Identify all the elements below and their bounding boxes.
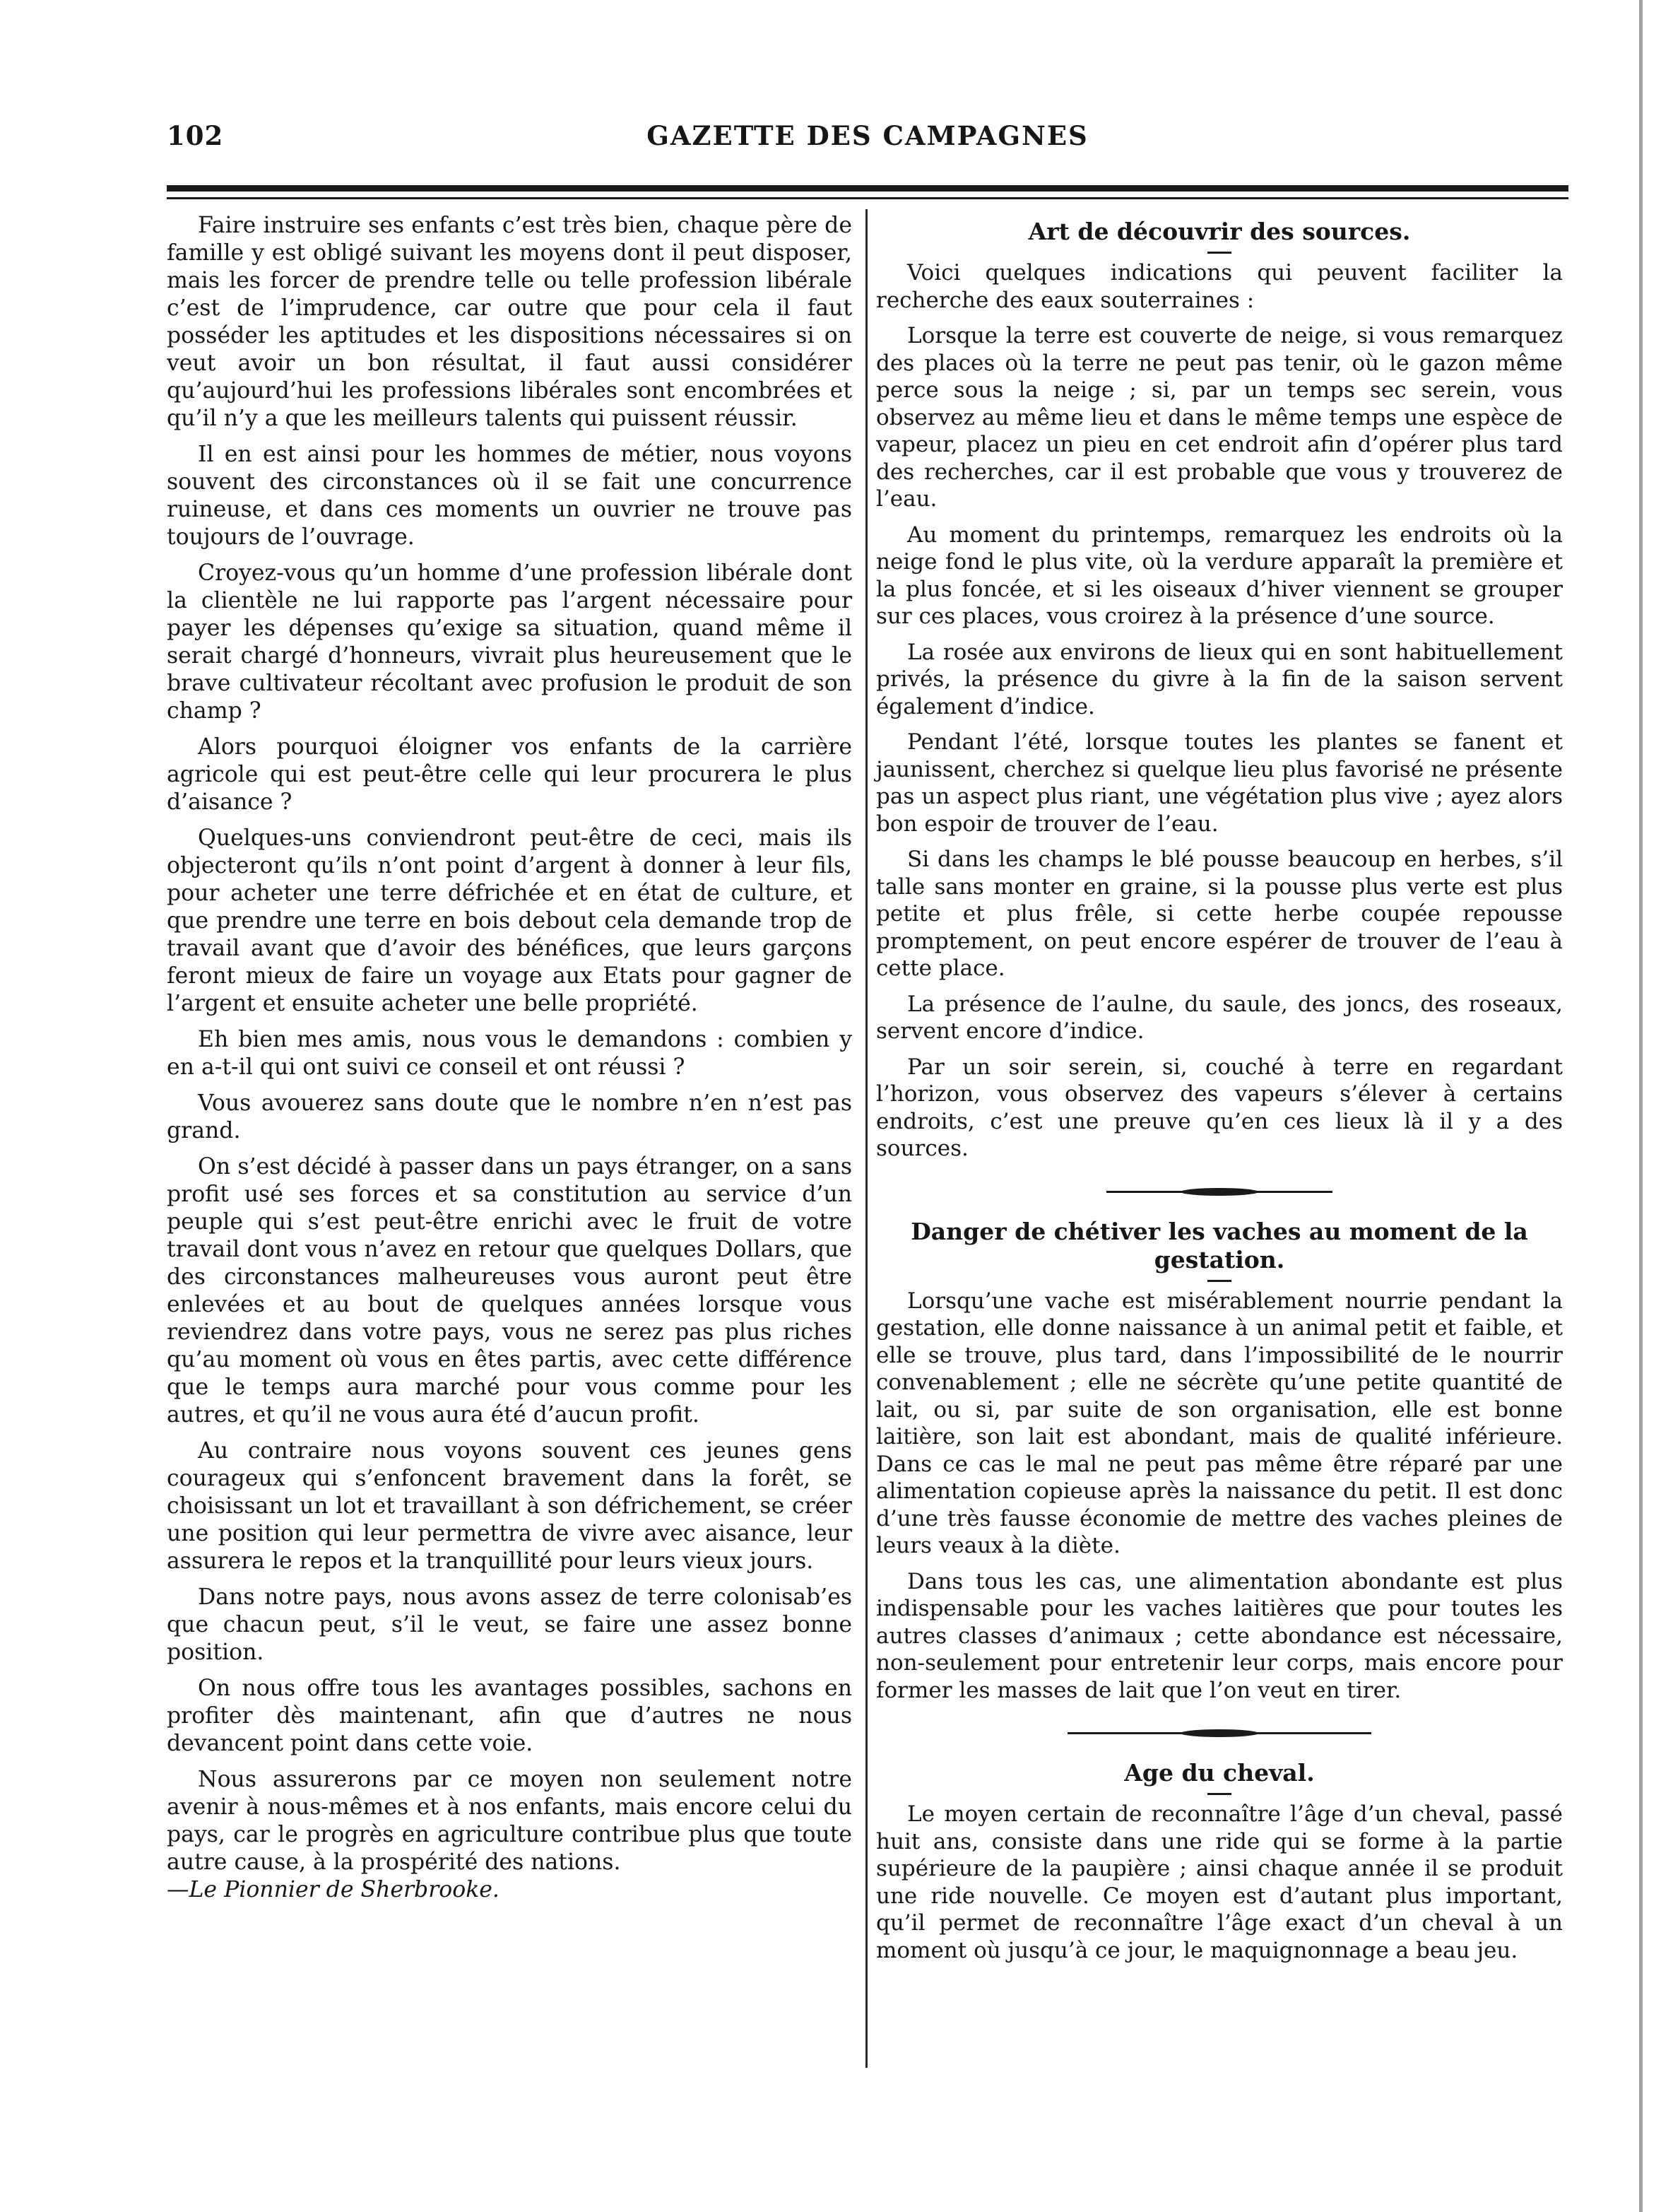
left-column: [167, 212, 852, 1904]
paragraph: Alors pourquoi éloigner vos enfants de la carrière agricole qui est peut-être celle qui leur procurera le plus d’aisance ?: [167, 734, 852, 815]
paragraph: Au contraire nous voyons souvent ces jeunes gens courageux qui s’enfoncent bravement dans la forêt, se choisissant un lot et travaillant à son défrichement, se créer une position qui leur permettra de vivre avec aisance, leur assurera le repos et la tranquillité pour leurs vieux jours.: [167, 1438, 852, 1574]
page-number: 102: [167, 120, 224, 151]
paragraph: Lorsqu’une vache est misérablement nourrie pendant la gestation, elle donne naissance à un animal petit et faible, et elle se trouve, plus tard, dans l’impossibilité de le nourrir convenablement ; elle ne sécrète qu’une petite quantité de lait, ou si, par suite de son organisation, elle est bonne laitière, son lait est abondant, mais de qualité inférieure. Dans ce cas le mal ne peut pas même être réparé par une alimentation copieuse après la naissance du petit. Il est donc d’une très fausse économie de mettre des vaches pleines de leurs veaux à la diète.: [876, 1288, 1563, 1558]
paragraph: Faire instruire ses enfants c’est très bien, chaque père de famille y est obligé suivant les moyens dont il peut disposer, mais les forcer de prendre telle ou telle profession libérale c’est de l’imprudence, car outre que pour cela il faut posséder les aptitudes et les dispositions nécessaires si on veut avoir un bon résultat, il faut aussi considérer qu’aujourd’hui les professions libérales sont encombrées et qu’il n’y a que les meilleurs talents qui puissent réussir.: [167, 213, 852, 431]
article-title: Danger de chétiver les vaches au moment de la gestation.: [911, 1217, 1528, 1273]
section-separator: [1106, 1187, 1332, 1196]
paragraph: Eh bien mes amis, nous vous le demandons : combien y en a-t-il qui ont suivi ce conseil et ont réussi ?: [167, 1027, 852, 1080]
paragraph: La rosée aux environs de lieux qui en sont habituellement privés, la présence du givre à la fin de la saison servent également d’indice.: [876, 639, 1563, 719]
paragraph: Si dans les champs le blé pousse beaucoup en herbes, s’il talle sans monter en graine, si la pousse plus verte est plus petite et plus frêle, si cette herbe coupée repousse promptement, on peut encore espérer de trouver de l’eau à cette place.: [876, 847, 1563, 981]
paragraph: Nous assurerons par ce moyen non seulement notre avenir à nous-mêmes et à nos enfants, mais encore celui du pays, car le progrès en agriculture contribue plus que toute autre cause, à la prospérité des nations.: [167, 1767, 852, 1875]
header-rule-thin: [167, 197, 1568, 199]
paragraph: On nous offre tous les avantages possibles, sachons en profiter dès maintenant, afin que d’autres ne nous devancent point dans cette voie.: [167, 1676, 852, 1756]
title-dash: [1207, 252, 1231, 254]
paragraph: Dans tous les cas, une alimentation abondante est plus indispensable pour les vaches laitières que pour toutes les autres classes d’animaux ; cette abondance est nécessaire, non-seulement pour entretenir leur corps, mais encore pour former les masses de lait que l’on veut en tirer.: [876, 1568, 1563, 1703]
paragraph: Par un soir serein, si, couché à terre en regardant l’horizon, vous observez des vapeurs s’élever à certains endroits, c’est une preuve qu’en ces lieux là il y a des sources.: [876, 1054, 1563, 1161]
paragraph: Vous avouerez sans doute que le nombre n’en n’est pas grand.: [167, 1090, 852, 1143]
article-title: Art de découvrir des sources.: [1028, 218, 1411, 245]
running-title: GAZETTE DES CAMPAGNES: [646, 120, 1089, 151]
column-divider: [865, 209, 868, 2068]
paragraph: Il en est ainsi pour les hommes de métier, nous voyons souvent des circonstances où il se fait une concurrence ruineuse, et dans ces moments un ouvrier ne trouve pas toujours de l’ouvrage.: [167, 442, 852, 550]
page-edge-shadow: [1639, 0, 1643, 2212]
paragraph: Croyez-vous qu’un homme d’une profession libérale dont la clientèle ne lui rapporte pas l’argent nécessaire pour payer les dépenses qu’exige sa situation, quand même il serait chargé d’honneurs, vivrait plus heureusement que le brave cultivateur récoltant avec profusion le produit de son champ ?: [167, 560, 852, 724]
title-dash: [1207, 1280, 1231, 1282]
paragraph: Voici quelques indications qui peuvent faciliter la recherche des eaux souterraines :: [876, 260, 1563, 313]
source-signature: —Le Pionnier de Sherbrooke.: [167, 1877, 499, 1902]
paragraph: Lorsque la terre est couverte de neige, si vous remarquez des places où la terre ne peut pas tenir, où le gazon même perce sous la neige ; si, par un temps sec serein, vous observez au même lieu et dans le même temps une espèce de vapeur, placez un pieu en cet endroit afin d’opérer plus tard des recherches, car il est probable que vous y trouverez de l’eau.: [876, 323, 1563, 512]
title-dash: [1207, 1793, 1231, 1795]
article-title: Age du cheval.: [1124, 1759, 1315, 1787]
paragraph: Quelques-uns conviendront peut-être de ceci, mais ils objecteront qu’ils n’ont point d’argent à donner à leur fils, pour acheter une terre défrichée et en état de culture, et que prendre une terre en bois debout cela demande trop de travail avant que d’avoir des bénéfices, que leurs garçons feront mieux de faire un voyage aux Etats pour gagner de l’argent et ensuite acheter une belle propriété.: [167, 825, 852, 1016]
paragraph: Pendant l’été, lorsque toutes les plantes se fanent et jaunissent, cherchez si quelque lieu plus favorisé ne présente pas un aspect plus riant, une végétation plus vive ; ayez alors bon espoir de trouver de l’eau.: [876, 729, 1563, 837]
right-column: [876, 212, 1563, 1972]
paragraph: On s’est décidé à passer dans un pays étranger, on a sans profit usé ses forces et sa constitution au service d’un peuple qui s’est peut-être enrichi avec le fruit de votre travail dont vous n’avez en retour que quelques Dollars, que des circonstances malheureuses vous auront peut être enlevées et au bout de quelques années lorsque vous reviendrez dans votre pays, vous ne serez pas plus riches qu’au moment où vous en êtes partis, avec cette différence que le temps aura marché pour vous comme pour les autres, et qu’il ne vous aura été d’aucun profit.: [167, 1154, 852, 1428]
page-header: [167, 120, 1568, 163]
paragraph: Dans notre pays, nous avons assez de terre colonisab’es que chacun peut, s’il le veut, se faire une assez bonne position.: [167, 1584, 852, 1665]
paragraph: Au moment du printemps, remarquez les endroits où la neige fond le plus vite, où la verdure apparaît la première et la plus foncée, et si les oiseaux d’hiver viennent se grouper sur ces places, vous croirez à la présence d’une source.: [876, 522, 1563, 629]
header-rule-thick: [167, 185, 1568, 192]
section-separator: [1068, 1728, 1371, 1738]
paragraph: La présence de l’aulne, du saule, des joncs, des roseaux, servent encore d’indice.: [876, 991, 1563, 1044]
paragraph: Le moyen certain de reconnaître l’âge d’un cheval, passé huit ans, consiste dans une ride qui se forme à la partie supérieure de la paupière ; ainsi chaque année il se produit une ride nouvelle. Ce moyen est d’autant plus important, qu’il permet de reconnaître l’âge exact d’un cheval à un moment où jusqu’à ce jour, le maquignonnage a beau jeu.: [876, 1801, 1563, 1963]
